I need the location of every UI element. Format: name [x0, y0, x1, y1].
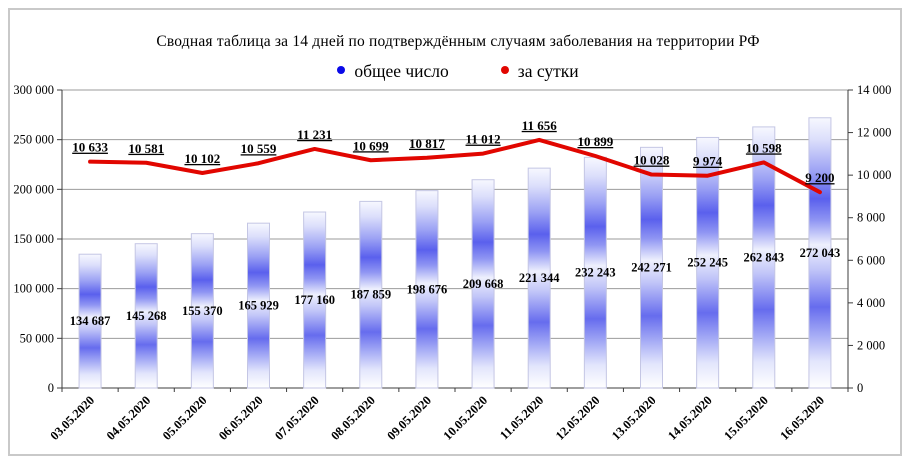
line-value-label: 10 581: [128, 140, 165, 156]
right-axis-tick-label: 4 000: [857, 295, 886, 310]
x-axis-date-label: 08.05.2020: [328, 393, 378, 443]
right-axis-tick-label: 8 000: [857, 210, 886, 225]
right-axis-tick-label: 10 000: [857, 168, 892, 183]
line-value-label: 10 028: [633, 152, 670, 168]
chart-title: Сводная таблица за 14 дней по подтверждённым случаям заболевания на территории РФ: [156, 33, 760, 50]
x-axis-date-label: 06.05.2020: [215, 393, 266, 443]
legend-label-total: общее число: [354, 60, 449, 81]
x-axis-date-label: 13.05.2020: [608, 393, 659, 443]
bar-value-label: 252 245: [687, 255, 728, 270]
right-axis-tick-label: 2 000: [857, 338, 886, 353]
bar-value-label: 209 668: [462, 276, 504, 291]
bar-value-label: 155 370: [182, 303, 223, 318]
line-value-label: 11 012: [465, 131, 501, 147]
bar-value-label: 187 859: [350, 287, 392, 302]
line-value-label: 11 231: [297, 126, 333, 142]
x-axis-date-label: 04.05.2020: [103, 393, 154, 443]
x-axis-date-label: 15.05.2020: [721, 393, 771, 443]
line-value-label: 10 699: [352, 138, 389, 154]
x-axis-date-label: 12.05.2020: [552, 393, 603, 443]
right-axis-tick-label: 14 000: [857, 83, 892, 97]
x-axis-date-label: 09.05.2020: [384, 393, 435, 443]
line-value-label: 9 200: [805, 170, 835, 186]
x-axis-date-label: 16.05.2020: [777, 393, 828, 443]
x-axis-date-label: 10.05.2020: [440, 393, 491, 443]
bar-value-label: 177 160: [294, 293, 335, 308]
left-axis-tick-label: 250 000: [13, 132, 54, 147]
bar-value-label: 165 929: [238, 298, 279, 313]
line-value-label: 9 974: [693, 153, 723, 169]
line-value-label: 10 633: [72, 139, 108, 155]
bar-value-label: 198 676: [406, 282, 448, 297]
left-axis-tick-label: 300 000: [13, 83, 54, 97]
line-value-label: 10 102: [184, 150, 221, 166]
bar-value-label: 232 243: [575, 265, 616, 280]
line-value-label: 10 598: [745, 140, 782, 156]
line-value-label: 10 559: [240, 141, 277, 157]
left-axis-tick-label: 0: [47, 381, 54, 395]
bar-value-label: 134 687: [69, 314, 111, 329]
right-axis-tick-label: 6 000: [857, 253, 886, 268]
x-axis-date-label: 05.05.2020: [159, 393, 210, 443]
x-axis-date-label: 14.05.2020: [665, 393, 715, 443]
right-axis-tick-label: 12 000: [857, 125, 892, 140]
left-axis-tick-label: 50 000: [19, 331, 54, 346]
line-value-label: 10 817: [409, 135, 445, 151]
bar-value-label: 221 344: [518, 271, 560, 286]
bar-value-label: 145 268: [125, 308, 167, 323]
x-axis-date-label: 07.05.2020: [272, 393, 322, 443]
bar-value-label: 262 843: [743, 250, 785, 265]
bar-value-label: 272 043: [799, 245, 841, 260]
x-axis-date-label: 03.05.2020: [47, 393, 98, 443]
right-axis-tick-label: 0: [857, 381, 864, 395]
legend-label-daily: за сутки: [517, 60, 579, 81]
line-value-label: 10 899: [577, 134, 614, 150]
x-axis-date-label: 11.05.2020: [497, 393, 547, 443]
left-axis-tick-label: 200 000: [13, 182, 54, 197]
bar-value-label: 242 271: [631, 260, 672, 275]
line-value-label: 11 656: [521, 117, 557, 133]
left-axis-tick-label: 150 000: [13, 232, 54, 246]
left-axis-tick-label: 100 000: [13, 281, 54, 296]
